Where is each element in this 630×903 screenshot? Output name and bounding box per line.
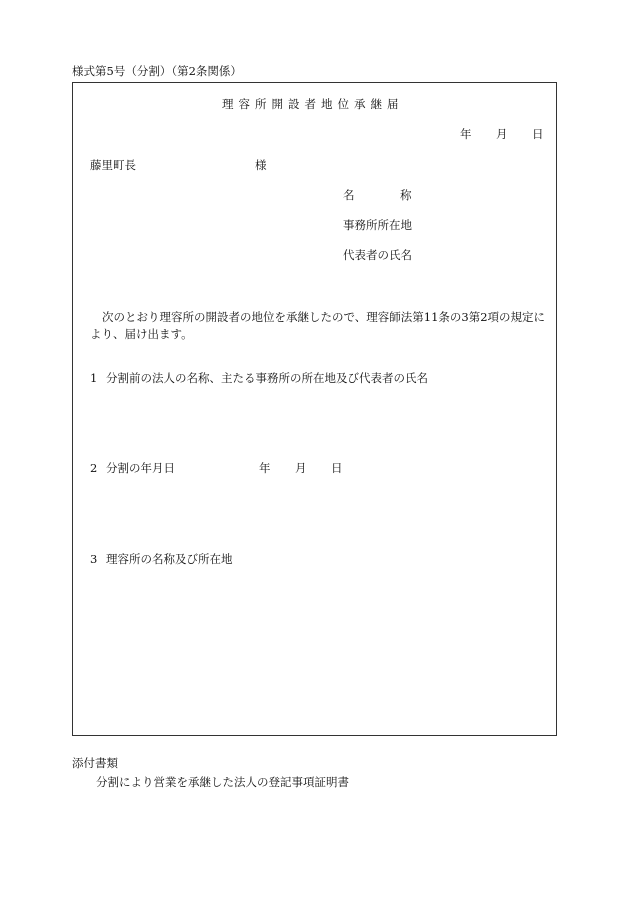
item-1-text: 分割前の法人の名称、主たる事務所の所在地及び代表者の氏名 <box>106 371 428 385</box>
applicant-name-label-1: 名 <box>343 188 355 202</box>
item-3-number: 3 <box>90 552 98 566</box>
addressee-honorific: 様 <box>255 158 267 172</box>
applicant-office-label: 事務所所在地 <box>343 218 412 232</box>
attachments-heading: 添付書類 <box>72 756 118 770</box>
date-month-label: 月 <box>496 127 508 141</box>
item-2-day-label: 日 <box>331 461 343 475</box>
item-3-text: 理容所の名称及び所在地 <box>106 552 233 566</box>
form-title: 理容所開設者地位承継届 <box>222 97 404 111</box>
addressee-name: 藤里町長 <box>90 158 136 172</box>
date-day-label: 日 <box>532 127 544 141</box>
item-2-month-label: 月 <box>295 461 307 475</box>
applicant-name-label-2: 称 <box>400 188 412 202</box>
item-2-text: 分割の年月日 <box>106 461 175 475</box>
form-frame <box>72 82 557 736</box>
applicant-representative-label: 代表者の氏名 <box>343 248 412 262</box>
body-text: 次のとおり理容所の開設者の地位を承継したので、理容師法第11条の3第2項の規定により、届け出ます。 <box>90 310 546 341</box>
attachments-item: 分割により営業を承継した法人の登記事項証明書 <box>96 775 349 789</box>
date-year-label: 年 <box>460 127 472 141</box>
form-number: 様式第5号（分割）（第2条関係） <box>72 64 242 78</box>
item-2-number: 2 <box>90 461 98 475</box>
item-2-year-label: 年 <box>259 461 271 475</box>
item-1-number: 1 <box>90 371 98 385</box>
